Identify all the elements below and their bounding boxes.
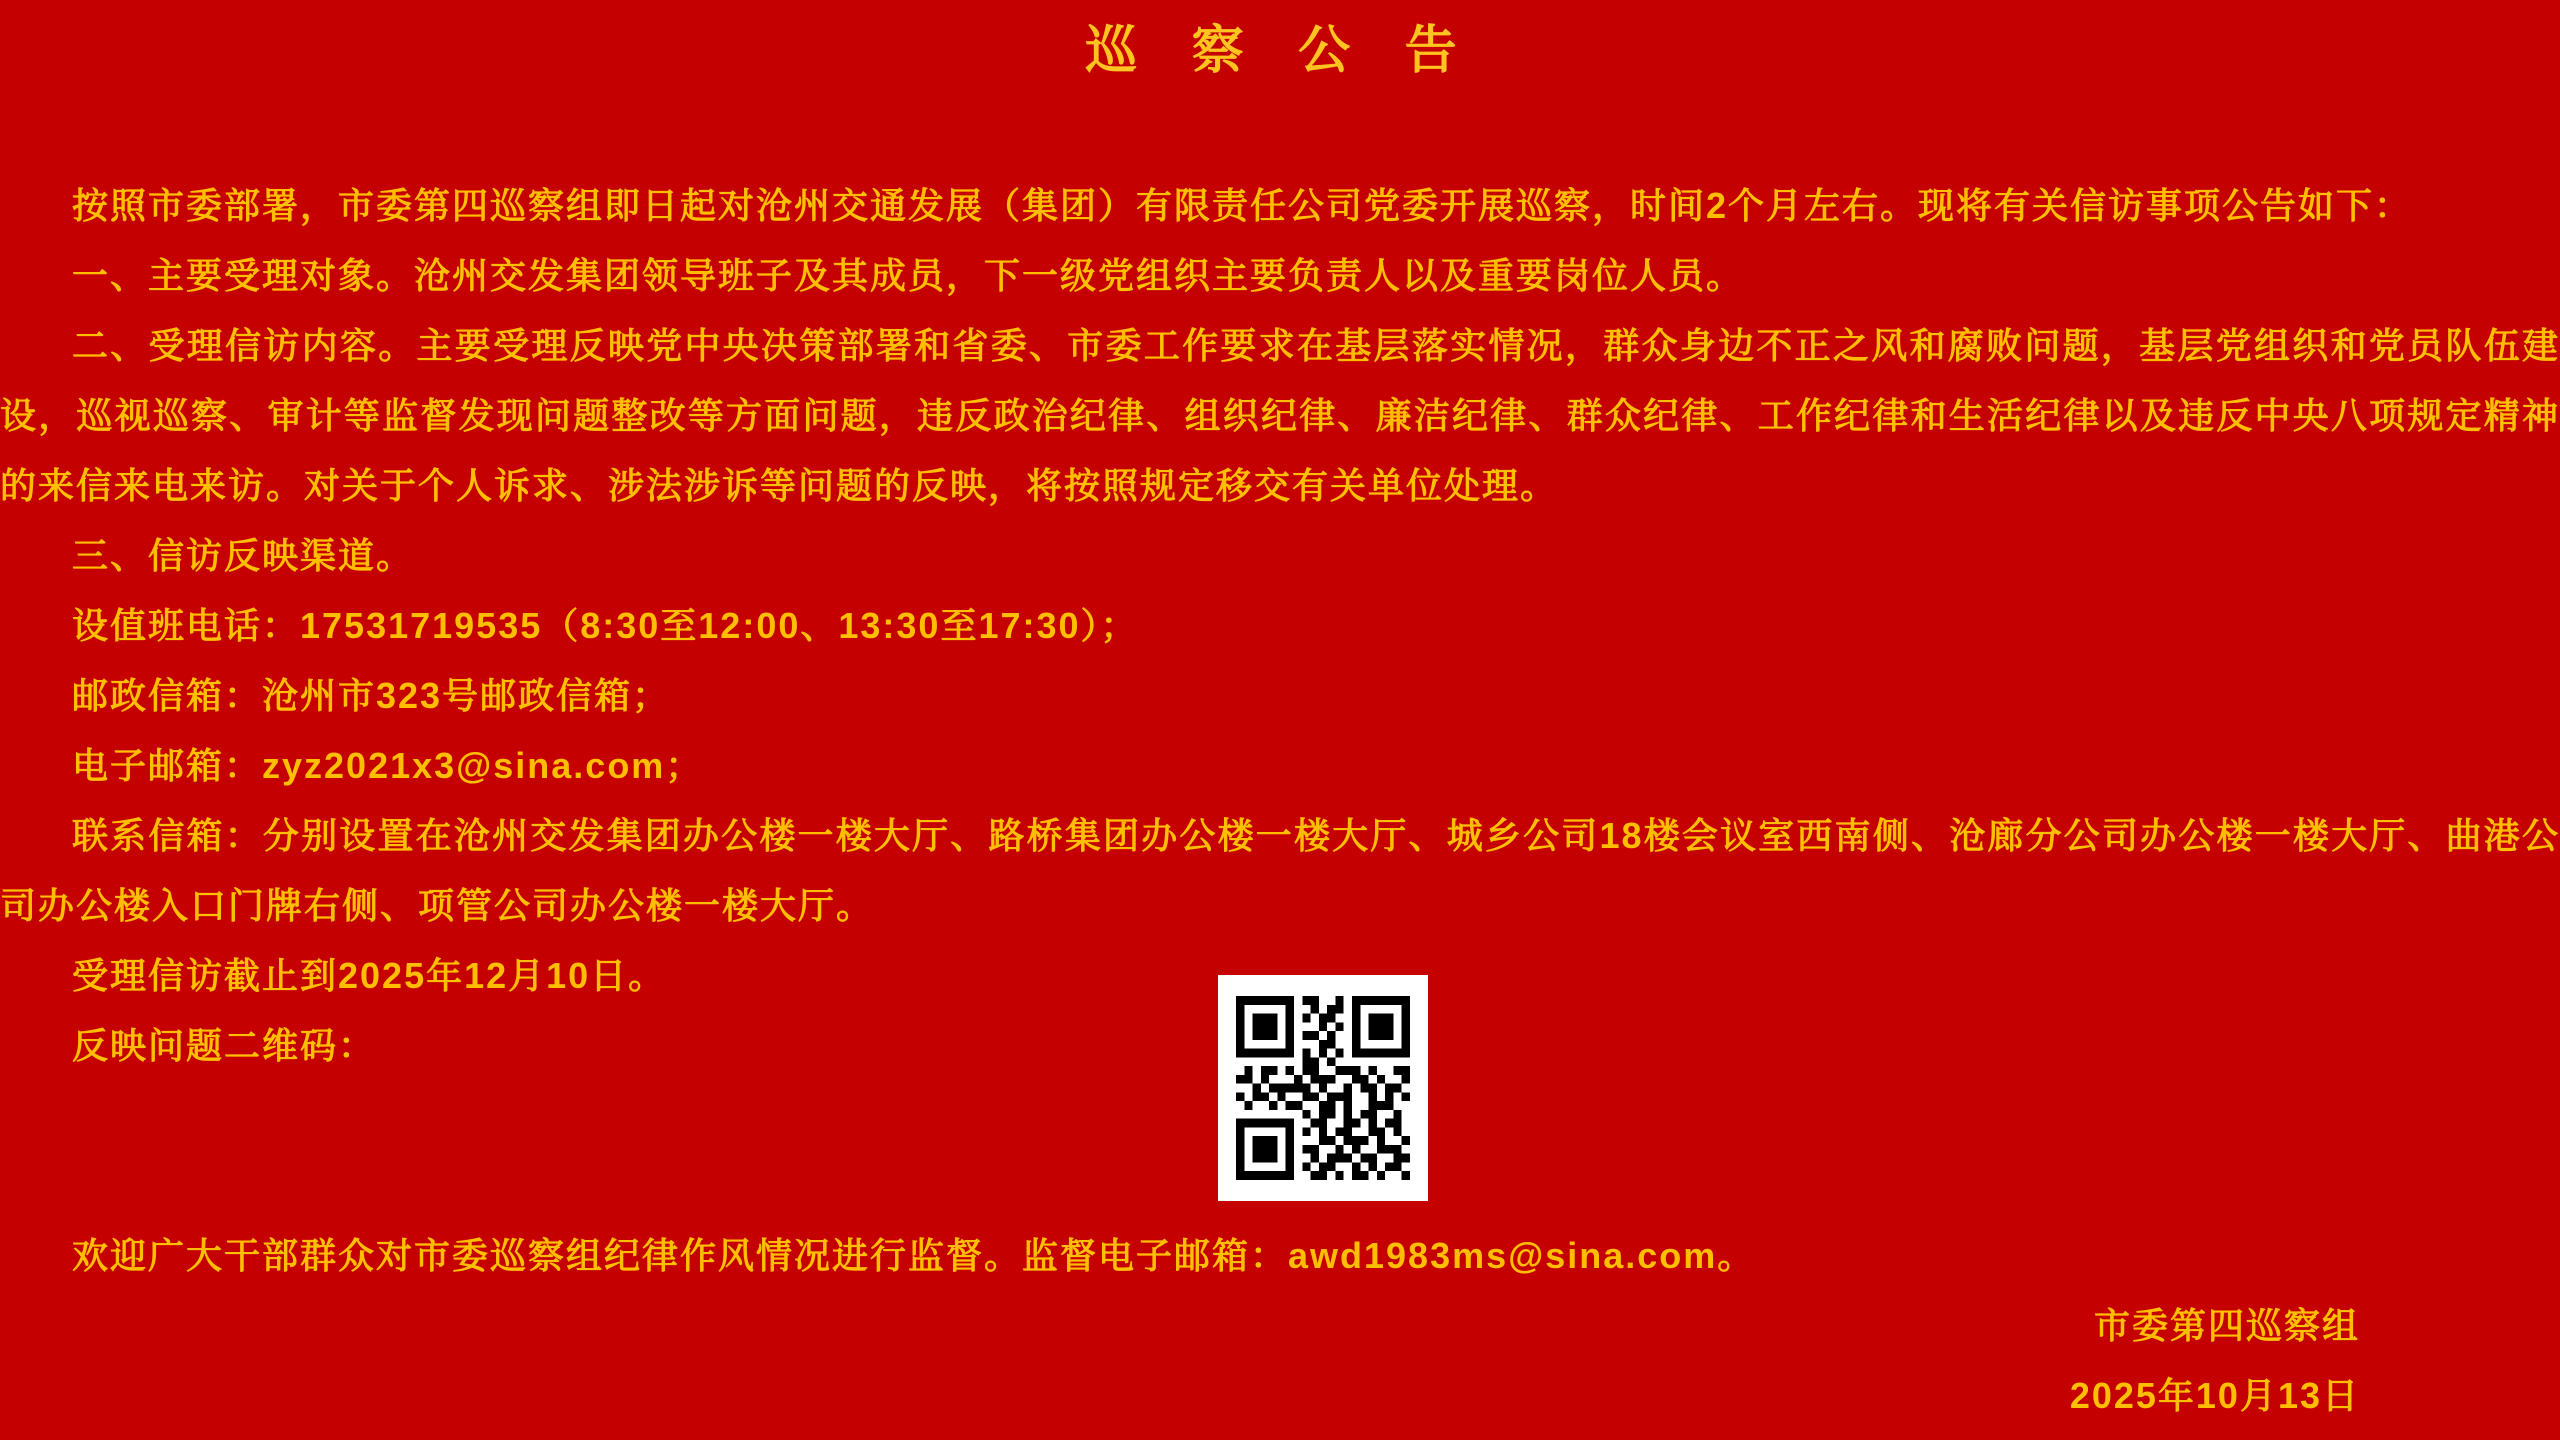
paragraph-text: 按照市委部署，市委第四巡察组即日起对沧州交通发展（集团）有限责任公司党委开展巡察，时间2个月左右。现将有关信访事项公告如下：: [72, 185, 2413, 226]
qr-label: 反映问题二维码：: [72, 1025, 377, 1066]
mailboxes-line: 联系信箱：分别设置在沧州交发集团办公楼一楼大厅、路桥集团办公楼一楼大厅、城乡公司18楼会议室西南侧、沧廊分公司办公楼一楼大厅、曲港公司办公楼入口门牌右侧、项管公司办公楼一楼大厅。: [0, 815, 2560, 926]
paragraph-email: [0, 731, 2560, 801]
signature-date: 2025年10月13日: [2069, 1375, 2360, 1416]
paragraph-section-1: [0, 241, 2560, 311]
paragraph-welcome: [0, 1221, 2560, 1291]
section-3-heading: 三、信访反映渠道。: [72, 535, 415, 576]
paragraph-postal: [0, 661, 2560, 731]
signature-block: [0, 1291, 2560, 1431]
deadline-line: 受理信访截止到2025年12月10日。: [72, 955, 667, 996]
paragraph-intro: [0, 171, 2560, 241]
paragraph-text: 沧州交发集团领导班子及其成员，下一级党组织主要负责人以及重要岗位人员。: [414, 255, 1745, 296]
qr-code: [1218, 975, 1428, 1201]
phone-line: 设值班电话：17531719535（8:30至12:00、13:30至17:30）；: [72, 605, 1139, 646]
welcome-line: 欢迎广大干部群众对市委巡察组纪律作风情况进行监督。监督电子邮箱：awd1983ms@sina.com。: [72, 1235, 1756, 1276]
qr-code-svg: [1236, 996, 1410, 1180]
paragraph-text: 主要受理反映党中央决策部署和省委、市委工作要求在基层落实情况，群众身边不正之风和腐败问题，基层党组织和党员队伍建设，巡视巡察、审计等监督发现问题整改等方面问题，违反政治纪律、组织纪律、廉洁纪律、群众纪律、工作纪律和生活纪律以及违反中央八项规定精神的来信来电来访。对关于个人诉求、涉法涉诉等问题的反映，将按照规定移交有关单位处理。: [0, 325, 2560, 506]
paragraph-section-3: [0, 521, 2560, 591]
section-2-heading: 二、受理信访内容。: [72, 325, 417, 366]
signature-org: 市委第四巡察组: [2093, 1305, 2360, 1346]
section-1-heading: 一、主要受理对象。: [72, 255, 415, 296]
paragraph-phone: [0, 591, 2560, 661]
paragraph-mailboxes: [0, 801, 2560, 941]
postal-line: 邮政信箱：沧州市323号邮政信箱；: [72, 675, 671, 716]
email-line: 电子邮箱：zyz2021x3@sina.com；: [72, 745, 704, 786]
paragraph-section-2: [0, 311, 2560, 521]
page-title: 巡 察 公 告: [1085, 20, 1475, 81]
